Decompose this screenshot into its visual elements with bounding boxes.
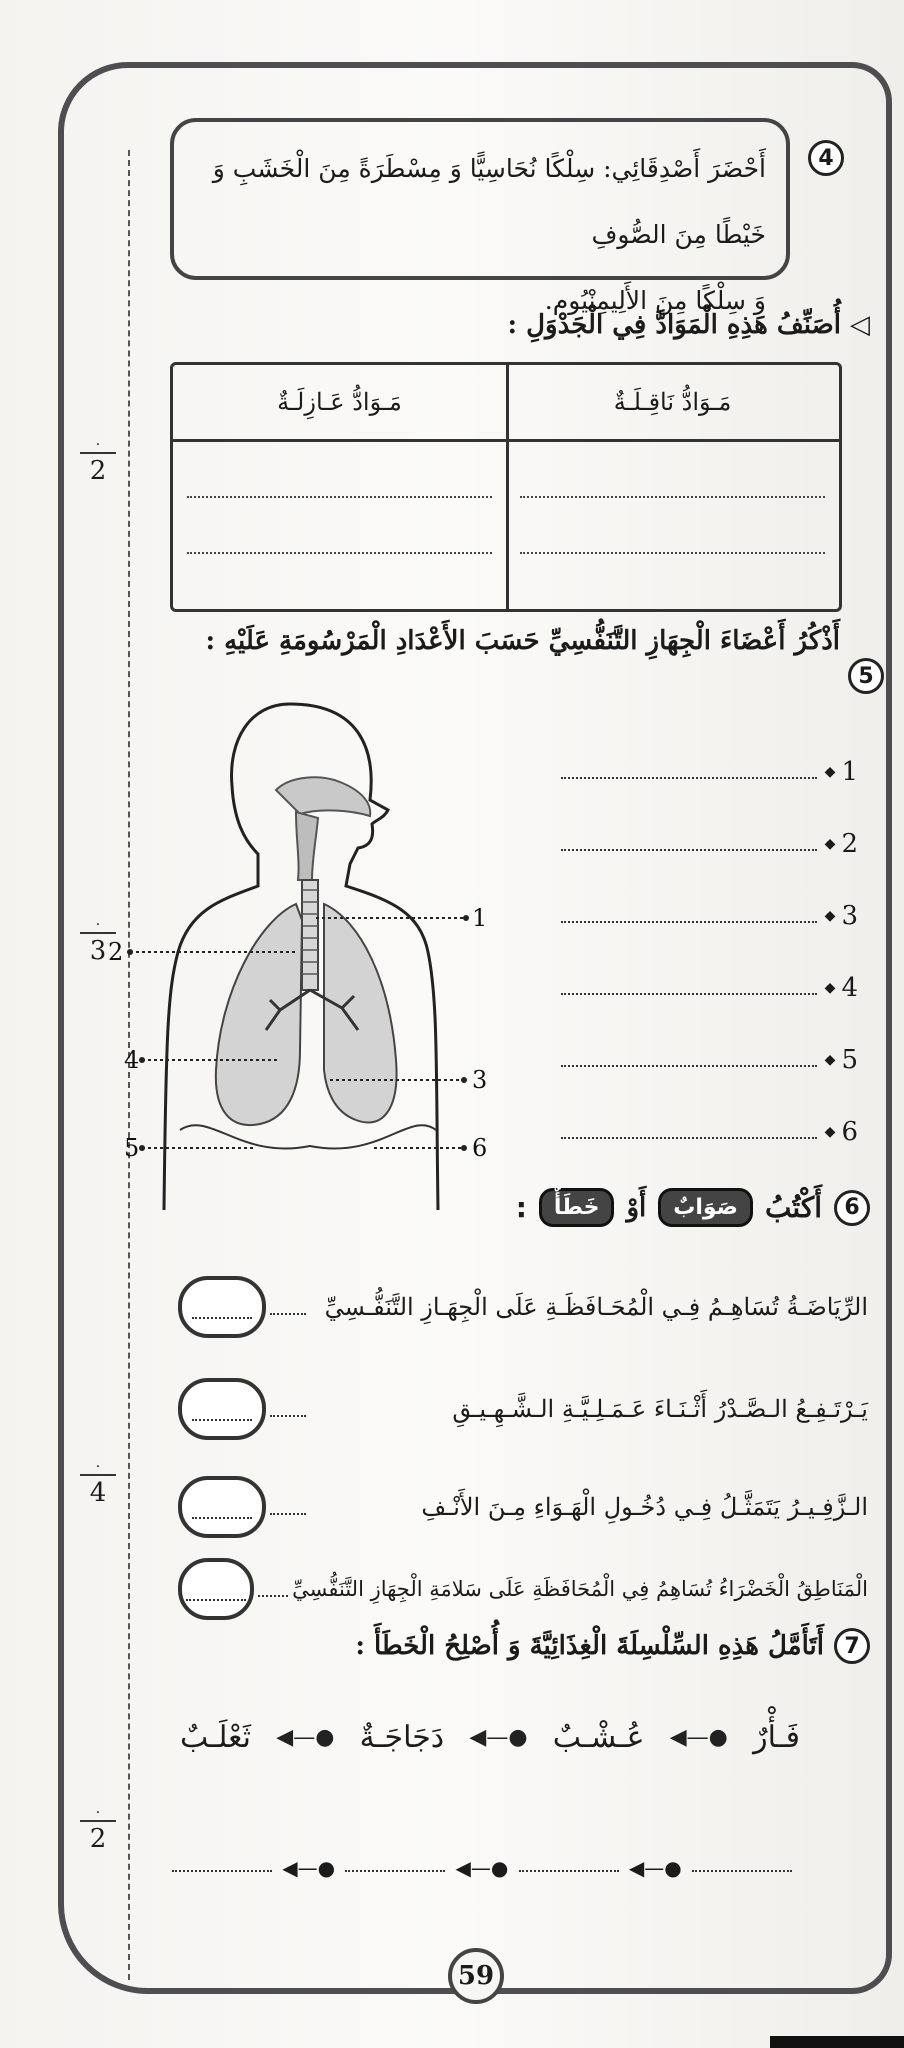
tf-statement-4 [178, 1552, 868, 1626]
answer-line[interactable] [520, 476, 825, 498]
question-7-number: 7 [834, 1628, 870, 1664]
arrow-left-icon: ◀—● [282, 1856, 336, 1880]
question-5-number: 5 [848, 658, 884, 694]
score-q5: · 3 [80, 920, 116, 966]
answer-row-5[interactable]: ◆ 5 [548, 1024, 858, 1096]
statement-text: الْمَنَاطِقُ الْخَضْرَاءُ تُسَاهِمُ فِي الْمُحَافَظَةِ عَلَى سَلامَةِ الْجِهَازِ التَّنَفُّسِيِّ [292, 1577, 868, 1601]
answer-line[interactable] [519, 1864, 619, 1872]
score-q4: · 2 [80, 440, 116, 486]
q7-heading [355, 1628, 870, 1664]
badge-true: صَوَابٌ [658, 1188, 753, 1227]
answer-pill[interactable] [178, 1558, 254, 1620]
diagram-label-3: 3 [472, 1066, 488, 1094]
arrow-left-icon: ◀—● [469, 1725, 528, 1750]
question-6-number: 6 [834, 1190, 870, 1226]
arrow-left-icon: ◀—● [628, 1856, 682, 1880]
diagram-label-5: 5 [124, 1134, 140, 1162]
answer-row-4[interactable]: ◆ 4 [548, 952, 858, 1024]
food-chain-correction [172, 1856, 792, 1880]
answer-line[interactable] [187, 532, 492, 554]
chain-item: فَـأْرٌ [753, 1720, 800, 1755]
food-chain [180, 1720, 800, 1755]
chain-item: ثَعْلَـبٌ [180, 1720, 252, 1755]
statement-text: الـزَّفِـيـرُ يَتَمَثَّـلُ فِـي دُخُـولِ الْهَـوَاءِ مِـنَ الأَنْـفِ [421, 1493, 868, 1521]
answer-line[interactable] [345, 1864, 445, 1872]
tf-statement-1 [178, 1270, 868, 1344]
answer-pill[interactable] [178, 1476, 266, 1538]
diagram-label-2: 2 [108, 938, 124, 966]
tf-statement-3 [178, 1470, 868, 1544]
diagram-label-6: 6 [472, 1134, 488, 1162]
answer-line[interactable] [172, 1864, 272, 1872]
q4-instruction: ◁ أُصَنِّفُ هَذِهِ الْمَوَادَّ فِي الْجَدْوَلِ : [507, 310, 870, 340]
badge-false: خَطَأٌ [539, 1188, 615, 1227]
answer-line[interactable] [187, 476, 492, 498]
arrow-left-icon: ◀—● [455, 1856, 509, 1880]
q6-connector: أَوْ [626, 1192, 647, 1223]
answer-row-1[interactable]: ◆ 1 [548, 736, 858, 808]
respiratory-system-diagram [108, 690, 520, 1210]
q4-text-line1: أَحْضَرَ أَصْدِقَائِي: سِلْكًا نُحَاسِيًّا وَ مِسْطَرَةً مِنَ الْخَشَبِ وَ خَيْطًا مِنَ الصُّوفِ [212, 154, 766, 249]
table-header-insulating: مَـوَادُّ عَـازِلَـةٌ [173, 365, 506, 442]
question-4-number: 4 [808, 140, 844, 176]
diagram-label-1: 1 [472, 904, 488, 932]
answer-pill[interactable] [178, 1276, 266, 1338]
chain-item: دَجَاجَـةٌ [359, 1720, 445, 1755]
table-col-insulating [173, 365, 509, 609]
score-q6: · 4 [80, 1462, 116, 1508]
q6-instruction: أَكْتُبُ [764, 1191, 822, 1224]
answer-row-6[interactable]: ◆ 6 [548, 1096, 858, 1168]
answer-pill[interactable] [178, 1378, 266, 1440]
statement-text: يَـرْتَـفِـعُ الـصَّـدْرُ أَثْـنَـاءَ عَـمَـلِـيَّـةِ الـشَّـهِـيـقِ [452, 1395, 868, 1423]
question-4-box [170, 118, 790, 315]
q4-text-line2: وَ سِلْكًا مِنَ الأَلِيمِنْيُوم. [544, 286, 766, 315]
q6-heading: 6 أَكْتُبُ صَوَابٌ أَوْ خَطَأٌ : [516, 1188, 870, 1227]
chain-item: عُـشْـبٌ [552, 1720, 645, 1755]
table-col-conductive [506, 365, 839, 609]
diagram-label-4: 4 [124, 1046, 140, 1074]
q5-instruction: أَذْكُرُ أَعْضَاءَ الْجِهَازِ التَّنَفُّسِيِّ حَسَبَ الأَعْدَادِ الْمَرْسُومَةِ عَلَيْهِ : [205, 626, 840, 656]
arrow-left-icon: ◀—● [276, 1725, 335, 1750]
classification-table [170, 362, 842, 612]
table-header-conductive: مَـوَادُّ نَاقِـلَـةٌ [506, 365, 839, 442]
tf-statement-2 [178, 1372, 868, 1446]
answer-row-3[interactable]: ◆ 3 [548, 880, 858, 952]
arrow-left-icon: ◀—● [669, 1725, 728, 1750]
answer-line[interactable] [520, 532, 825, 554]
page-number: 59 [448, 1948, 504, 2004]
answer-line[interactable] [692, 1864, 792, 1872]
score-q7: · 2 [80, 1808, 116, 1854]
q5-answer-lines [548, 736, 858, 1168]
answer-row-2[interactable]: ◆ 2 [548, 808, 858, 880]
statement-text: الرِّيَاضَـةُ تُسَاهِـمُ فِـي الْمُحَـافَظَـةِ عَلَى الْجِهَـازِ التَّنَفُّـسِيِّ [324, 1293, 868, 1321]
q7-instruction: أَتَأَمَّلُ هَذِهِ السِّلْسِلَةَ الْغِذَائِيَّةَ وَ أُصْلِحُ الْخَطَأَ : [355, 1631, 824, 1661]
corner-block [770, 2036, 904, 2048]
